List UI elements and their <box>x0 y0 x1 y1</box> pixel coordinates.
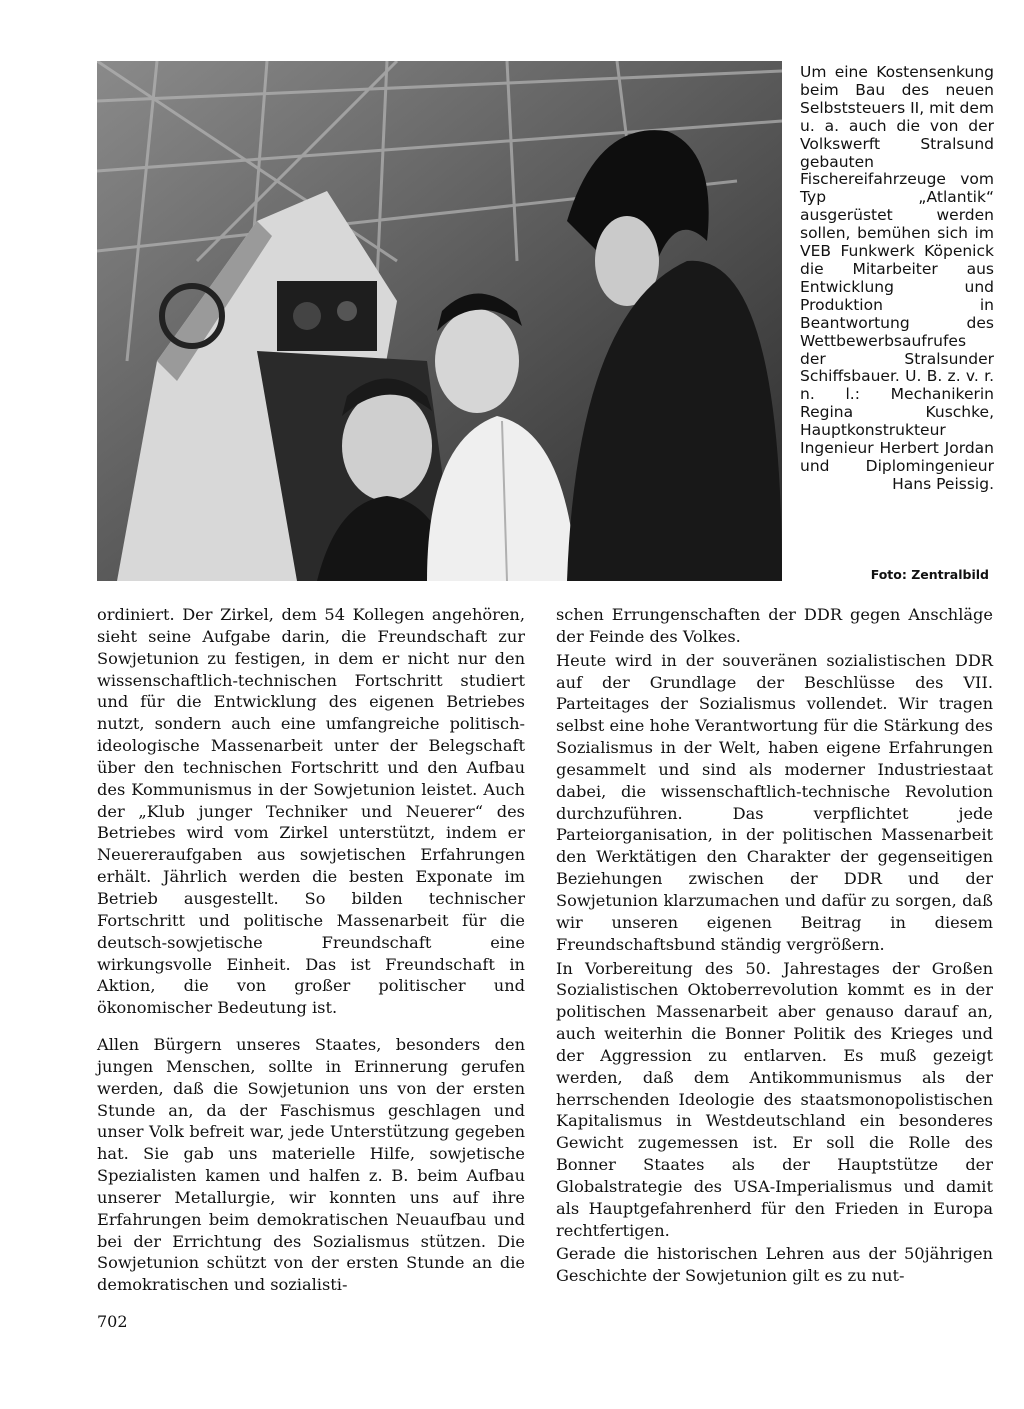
page-number: 702 <box>97 1312 128 1331</box>
paragraph: ordiniert. Der Zirkel, dem 54 Kollegen angehören, sieht seine Aufgabe darin, die Freundschaft zur Sowjetunion zu festigen, in dem er nicht nur den wissenschaftlich-technischen Fortschritt studiert und für die Entwicklung des eigenen Betriebes nutzt, sondern auch eine umfangreiche politisch-ideologische Massenarbeit unter der Belegschaft über den technischen Fortschritt und den Aufbau des Kommunismus in der Sowjetunion leistet. Auch der „Klub junger Techniker und Neuerer“ des Betriebes wird vom Zirkel unterstützt, indem er Neuereraufgaben aus sowjetischen Erfahrungen erhält. Jährlich werden die besten Exponate im Betrieb ausgestellt. So bilden technischer Fortschritt und politische Massenarbeit für die deutsch-sowjetische Freundschaft eine wirkungsvolle Einheit. Das ist Freundschaft in Aktion, die von großer politischer und ökonomischer Bedeutung ist. <box>97 605 525 1018</box>
photo-credit: Foto: Zentralbild <box>870 567 989 582</box>
paragraph: schen Errungenschaften der DDR gegen Anschläge der Feinde des Volkes. <box>556 605 993 646</box>
paragraph: Allen Bürgern unseres Staates, besonders den jungen Menschen, sollte in Erinnerung gerufen werden, daß die Sowjetunion uns von der ersten Stunde an, da der Faschismus geschlagen und unser Volk befreit war, jede Unterstützung gegeben hat. Sie gab uns materielle Hilfe, sowjetische Spezialisten kamen und halfen z. B. beim Aufbau unserer Metallurgie, wir konnten uns auf ihre Erfahrungen beim demokratischen Neuaufbau und bei der Errichtung des Sozialismus stützen. Die Sowjetunion schützt von der ersten Stunde an die demokratischen und sozialisti- <box>97 1035 525 1295</box>
photo-engineers-at-machine <box>97 61 782 581</box>
photo-illustration <box>97 61 782 581</box>
photo-caption: Um eine Kostensenkung beim Bau des neuen Selbststeuers II, mit dem u. a. auch die von der Volkswerft Stralsund gebauten Fischereifahrzeuge vom Typ „Atlantik“ ausgerüstet werden sollen, bemühen sich im VEB Funkwerk Köpenick die Mitarbeiter aus Entwicklung und Produktion in Beantwortung des Wettbewerbsaufrufes der Stralsunder Schiffsbauer. U. B. z. v. r. n. l.: Mechanikerin Regina Kuschke, Hauptkonstrukteur Ingenieur Herbert Jordan und Diplomingenieur Hans Peissig. <box>800 63 994 493</box>
paragraph: Heute wird in der souveränen sozialistischen DDR auf der Grundlage der Beschlüsse des VII. Parteitages der Sozialismus vollendet. Wir tragen selbst eine hohe Verantwortung für die Stärkung des Sozialismus in der Welt, haben eigene Erfahrungen gesammelt und sind als moderner Industriestaat dabei, die wissenschaftlich-technische Revolution durchzuführen. Das verpflichtet jede Parteiorganisation, in der politischen Massenarbeit den Werktätigen den Charakter der gegenseitigen Beziehungen zwischen der DDR und der Sowjetunion klarzumachen und dafür zu sorgen, daß wir unseren eigenen Beitrag in diesem Freundschaftsbund ständig vergrößern. <box>556 650 993 954</box>
right-text-column <box>556 604 993 1287</box>
paragraph: Gerade die historischen Lehren aus der 50jährigen Geschichte der Sowjetunion gilt es zu nut- <box>556 1244 993 1286</box>
left-text-column <box>97 604 525 1296</box>
paragraph: In Vorbereitung des 50. Jahrestages der Großen Sozialistischen Oktoberrevolution kommt es in der politischen Massenarbeit aber genauso darauf an, auch weiterhin die Bonner Politik des Krieges und der Aggression zu entlarven. Es muß gezeigt werden, daß dem Antikommunismus als der herrschenden Ideologie des staatsmonopolistischen Kapitalismus in Westdeutschland ein besonderes Gewicht zugemessen ist. Er soll die Rolle des Bonner Staates als der Hauptstütze der Globalstrategie des USA-Imperialismus und damit als Hauptgefahrenherd für den Frieden in Europa rechtfertigen. <box>556 958 993 1240</box>
